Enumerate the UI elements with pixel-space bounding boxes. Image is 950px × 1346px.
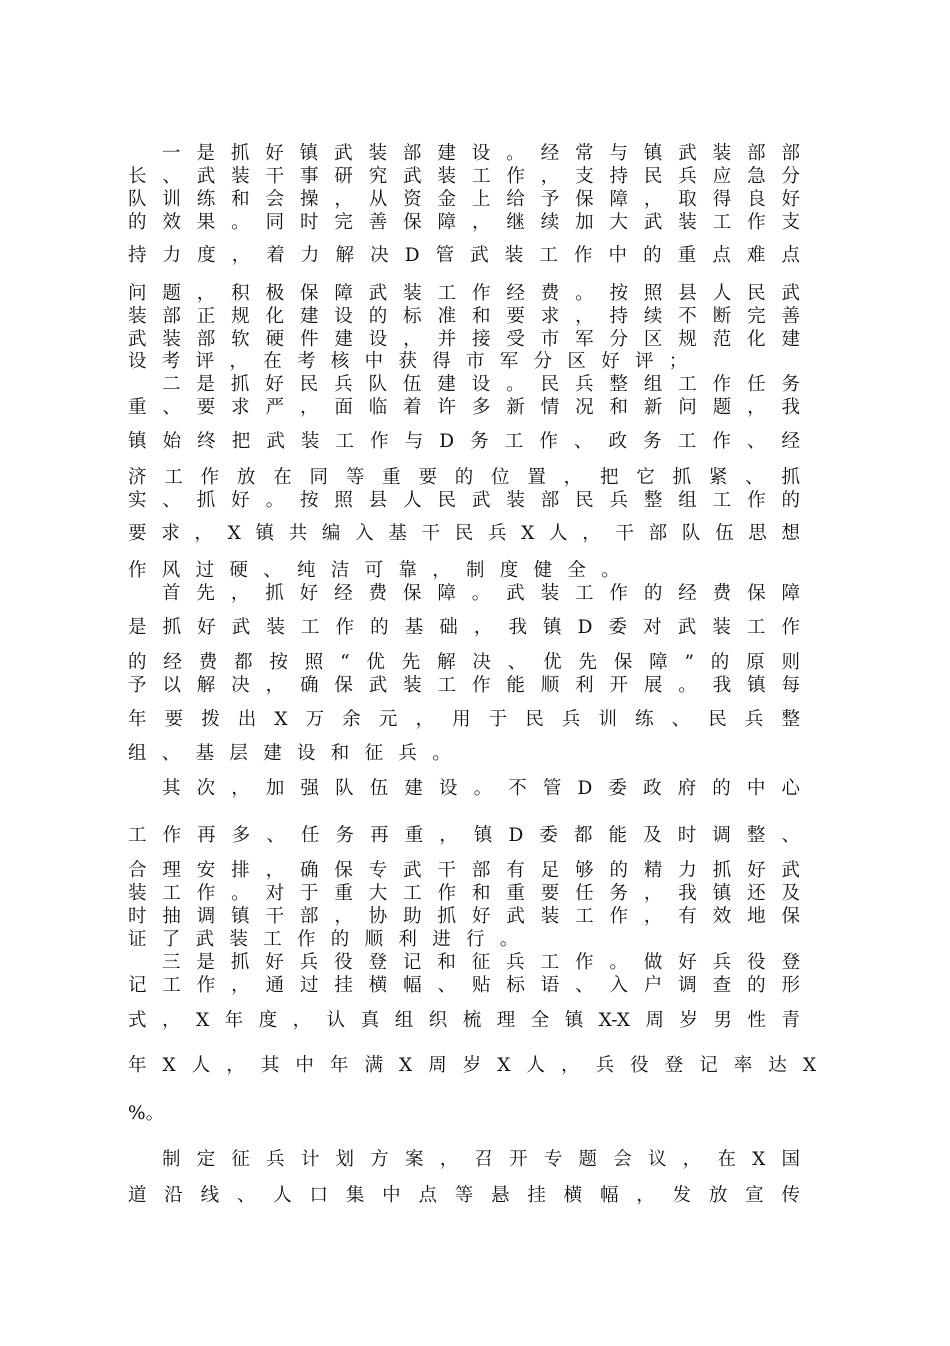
paragraph-line: 时抽调镇干部，协助抓好武装工作，有效地保 <box>128 906 800 927</box>
paragraph-line: 持力度，着力解决D管武装工作中的重点难点 <box>128 245 800 266</box>
paragraph-line: 三是抓好兵役登记和征兵工作。做好兵役登 <box>162 952 800 973</box>
paragraph-line: 年要拨出X万余元，用于民兵训练、民兵整 <box>128 709 800 730</box>
paragraph-line: 的经费都按照“优先解决、优先保障”的原则 <box>128 652 800 673</box>
paragraph-line: 制定征兵计划方案，召开专题会议，在X国 <box>162 1149 800 1170</box>
paragraph-line: %。 <box>128 1103 165 1124</box>
paragraph-line: 记工作，通过挂横幅、贴标语、入户调查的形 <box>128 975 800 996</box>
paragraph-line: 年X人，其中年满X周岁X人，兵役登记率达X <box>128 1055 816 1076</box>
paragraph-line: 队训练和会操，从资金上给予保障，取得良好 <box>128 189 800 210</box>
paragraph-line: 重、要求严，面临着许多新情况和新问题，我 <box>128 397 800 418</box>
paragraph-line: 设考评，在考核中获得市军分区好评； <box>128 351 703 372</box>
paragraph-line: 予以解决，确保武装工作能顺利开展。我镇每 <box>128 675 800 696</box>
paragraph-line: 道沿线、人口集中点等悬挂横幅，发放宣传 <box>128 1185 800 1206</box>
paragraph-line: 装部正规化建设的标准和要求，持续不断完善 <box>128 306 800 327</box>
paragraph-line: 二是抓好民兵队伍建设。民兵整组工作任务 <box>162 374 800 395</box>
paragraph-line: 的效果。同时完善保障，继续加大武装工作支 <box>128 212 800 233</box>
paragraph-line: 武装部软硬件建设，并接受市军分区规范化建 <box>128 329 800 350</box>
paragraph-line: 证了武装工作的顺利进行。 <box>128 929 534 950</box>
paragraph-line: 镇始终把武装工作与D务工作、政务工作、经 <box>128 431 800 452</box>
paragraph-line: 合理安排，确保专武干部有足够的精力抓好武 <box>128 860 800 881</box>
paragraph-line: 工作再多、任务再重，镇D委都能及时调整、 <box>128 825 800 846</box>
paragraph-line: 一是抓好镇武装部建设。经常与镇武装部部 <box>162 143 800 164</box>
paragraph-line: 实、抓好。按照县人民武装部民兵整组工作的 <box>128 490 800 511</box>
paragraph-line: 式，X年度，认真组织梳理全镇X-X周岁男性青 <box>128 1010 800 1031</box>
paragraph-line: 装工作。对于重大工作和重要任务，我镇还及 <box>128 883 800 904</box>
paragraph-line: 其次，加强队伍建设。不管D委政府的中心 <box>162 778 800 799</box>
paragraph-line: 要求，X镇共编入基干民兵X人，干部队伍思想 <box>128 523 800 544</box>
paragraph-line: 作风过硬、纯洁可靠，制度健全。 <box>128 560 636 581</box>
paragraph-line: 首先，抓好经费保障。武装工作的经费保障 <box>162 583 800 604</box>
paragraph-line: 组、基层建设和征兵。 <box>128 743 467 764</box>
paragraph-line: 是抓好武装工作的基础，我镇D委对武装工作 <box>128 617 800 638</box>
paragraph-line: 问题，积极保障武装工作经费。按照县人民武 <box>128 283 800 304</box>
paragraph-line: 长、武装干事研究武装工作，支持民兵应急分 <box>128 166 800 187</box>
paragraph-line: 济工作放在同等重要的位置，把它抓紧、抓 <box>128 467 800 488</box>
